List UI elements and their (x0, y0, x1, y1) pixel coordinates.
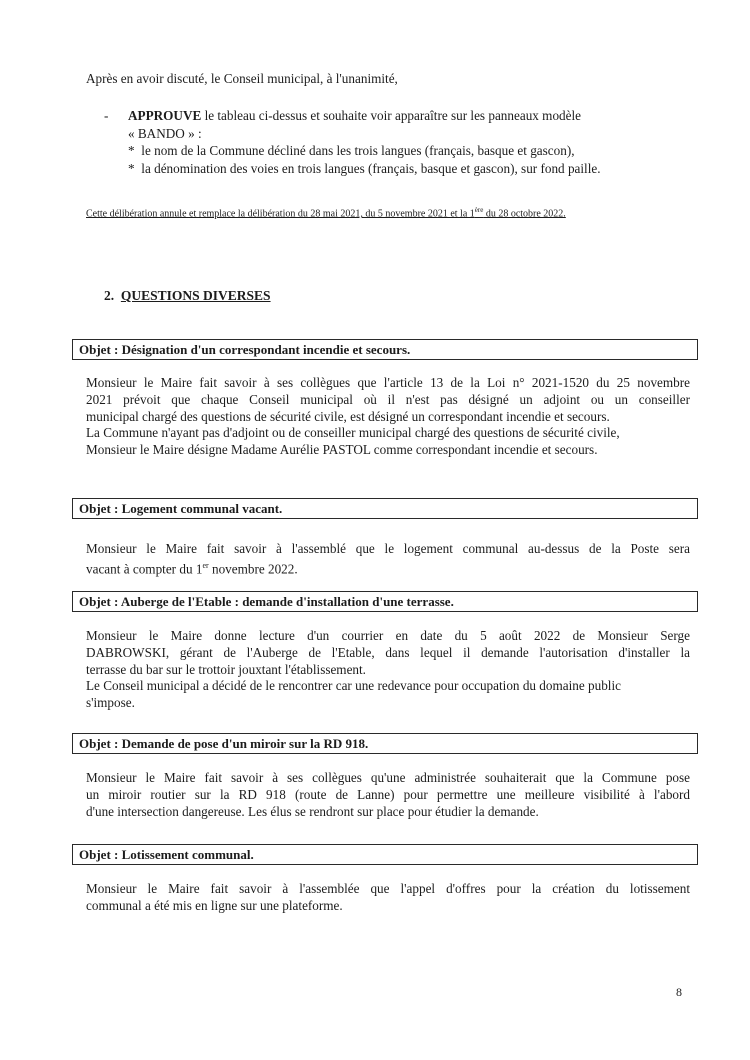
body-text: novembre 2022. (208, 561, 298, 577)
note-superscript: ère (474, 206, 484, 214)
sub-item-2-text: la dénomination des voies en trois langues (français, basque et gascon), sur fond paille. (141, 160, 601, 176)
item-heading-box: Objet : Demande de pose d'un miroir sur la RD 918. (72, 733, 698, 754)
deliberation-note (86, 206, 566, 219)
bullet-marker: * (128, 143, 135, 158)
body-line: La Commune n'ayant pas d'adjoint ou de conseiller municipal chargé des questions de sécurité civile, (86, 425, 620, 441)
body-line: d'une intersection dangereuse. Les élus se rendront sur place pour étudier la demande. (86, 803, 539, 819)
body-text: vacant à compter du 1 (86, 561, 203, 577)
bullet-marker: * (128, 160, 135, 176)
body-line (86, 558, 690, 578)
item-heading-box: Objet : Lotissement communal. (72, 844, 698, 865)
body-line: Le Conseil municipal a décidé de le rencontrer car une redevance pour occupation du domaine public (86, 678, 621, 694)
approval-item (104, 107, 704, 142)
body-line: Monsieur le Maire fait savoir à ses collègues qu'une administrée souhaiterait que la Commune pose (86, 770, 690, 785)
body-line: 2021 prévoit que chaque Conseil municipal où il n'est pas désigné un adjoint ou un conseiller (86, 391, 690, 407)
approve-text: le tableau ci-dessus et souhaite voir apparaître sur les panneaux modèle (201, 108, 581, 123)
body-line: terrasse du bar sur le trottoir jouxtant l'établissement. (86, 661, 366, 677)
approval-list (104, 107, 704, 177)
section-heading (104, 288, 271, 304)
sub-item-1-text: le nom de la Commune décliné dans les trois langues (français, basque et gascon), (141, 143, 575, 158)
note-text: Cette délibération annule et remplace la délibération du 28 mai 2021, du 5 novembre 2021 et la 1 (86, 208, 475, 220)
body-line: communal a été mis en ligne sur une plateforme. (86, 897, 343, 913)
superscript: er (202, 560, 209, 570)
sub-item-1 (104, 142, 704, 160)
approve-model: « BANDO » : (128, 125, 202, 141)
item-body (86, 541, 690, 578)
body-line: Monsieur le Maire fait savoir à ses collègues que l'article 13 de la Loi n° 2021-1520 du 25 novembre (86, 375, 690, 390)
section-title: QUESTIONS DIVERSES (120, 288, 271, 303)
body-line: municipal chargé des questions de sécurité civile, est désigné un correspondant incendie et secours. (86, 408, 610, 424)
item-body (86, 628, 690, 712)
body-line: un miroir routier sur la RD 918 (route de Lanne) pour permettre une meilleure visibilité à l'abord (86, 786, 690, 802)
section-number: 2. (104, 288, 115, 303)
item-body (86, 770, 690, 820)
item-heading-box: Objet : Logement communal vacant. (72, 498, 698, 519)
item-heading-box: Objet : Désignation d'un correspondant incendie et secours. (72, 339, 698, 360)
body-line: Monsieur le Maire fait savoir à l'assemblée que l'appel d'offres pour la création du lotissement (86, 881, 690, 896)
intro-text: Après en avoir discuté, le Conseil municipal, à l'unanimité, (86, 71, 398, 86)
item-body (86, 881, 690, 915)
approve-keyword: APPROUVE (128, 108, 202, 123)
item-body (86, 375, 690, 459)
body-line: s'impose. (86, 695, 135, 711)
item-heading-box: Objet : Auberge de l'Etable : demande d'installation d'une terrasse. (72, 591, 698, 612)
body-line: DABROWSKI, gérant de l'Auberge de l'Etable, dans lequel il demande l'autorisation d'installer la (86, 644, 690, 660)
note-text-end: du 28 octobre 2022. (483, 208, 566, 220)
dash-marker: - (104, 108, 109, 123)
page-number: 8 (676, 985, 682, 999)
sub-item-2 (104, 160, 704, 178)
body-line: Monsieur le Maire désigne Madame Aurélie PASTOL comme correspondant incendie et secours. (86, 442, 598, 458)
body-line: Monsieur le Maire fait savoir à l'assemblé que le logement communal au-dessus de la Poste sera (86, 541, 690, 556)
body-line: Monsieur le Maire donne lecture d'un courrier en date du 5 août 2022 de Monsieur Serge (86, 628, 690, 643)
